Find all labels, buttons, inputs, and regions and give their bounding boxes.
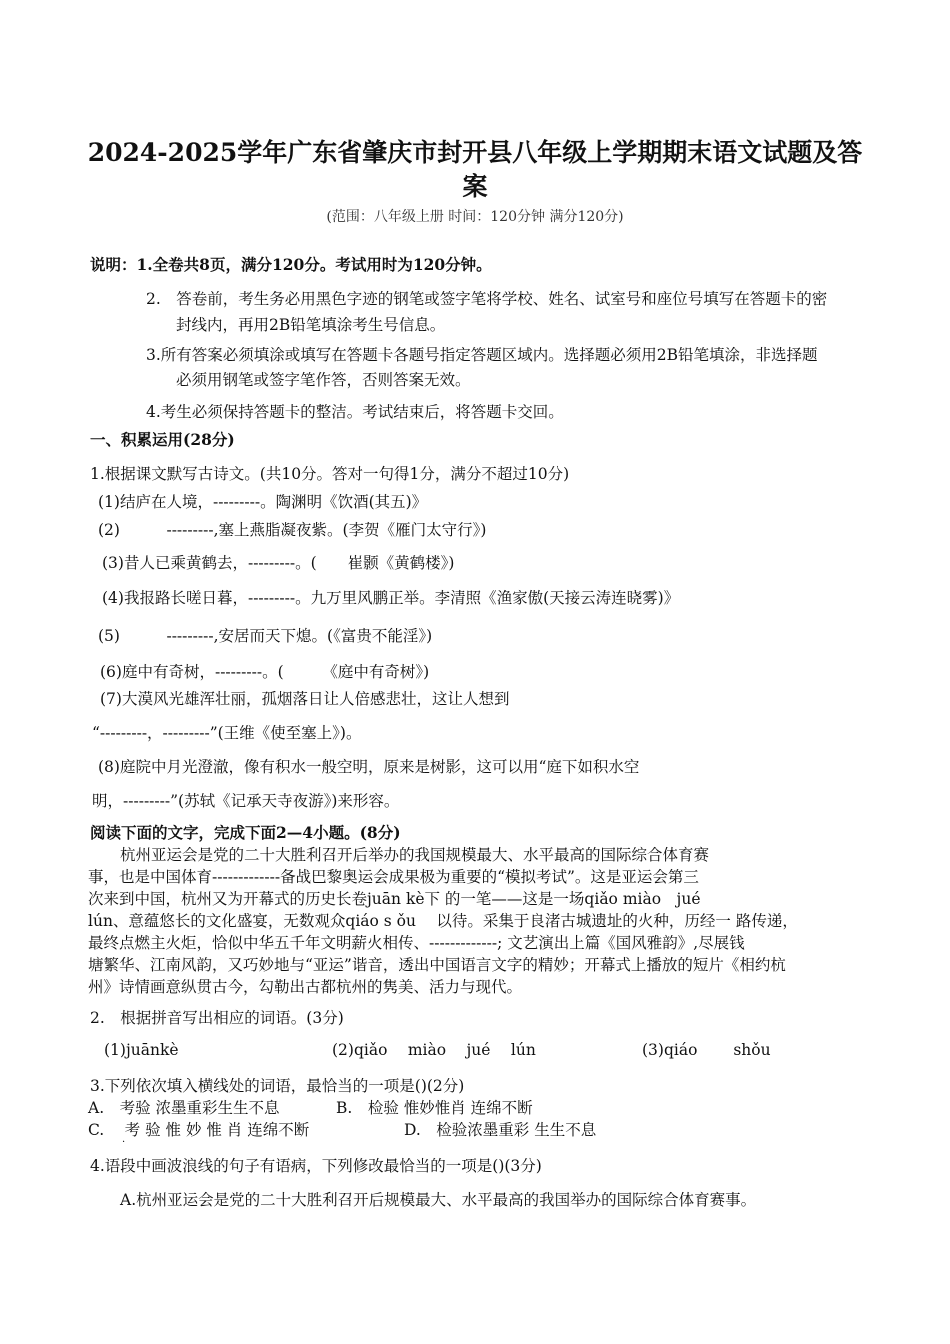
question-2-item-1: (1)juānkè (104, 1041, 179, 1059)
question-2-stem: 2. 根据拼音写出相应的词语。(3分) (90, 1009, 344, 1027)
question-2-item-2: (2)qiǎo miào jué lún (332, 1041, 536, 1059)
reading-line-4: lún、意蕴悠长的文化盛宴，无数观众qiáo s ǒu 以待。采集于良渚古城遗址的火种，历经一 路传递， (88, 912, 798, 930)
reading-line-2: 事，也是中国体育-------------备战巴黎奥运会成果极为重要的“模拟考试”。这是亚运会第三 (88, 868, 699, 886)
page-title-line1: 2024-2025学年广东省肇庆市封开县八年级上学期期末语文试题及答 (87, 138, 863, 167)
note-2b: 封线内，再用2B铅笔填涂考生号信息。 (176, 316, 446, 334)
emphasis-dot-mark: · (122, 1137, 126, 1148)
page-title-line2: 案 (462, 172, 488, 201)
question-1-line-8a: (8)庭院中月光澄澈，像有积水一般空明，原来是树影，这可以用“庭下如积水空 (98, 758, 640, 776)
question-1-line-6: (6)庭中有奇树，---------。( 《庭中有奇树》) (100, 663, 430, 681)
reading-heading: 阅读下面的文字，完成下面2—4小题。(8分) (90, 823, 401, 842)
question-1-line-7b: “---------，---------”(王维《使至塞上》)。 (92, 724, 362, 742)
question-2-item-3: (3)qiáo shǒu (642, 1041, 771, 1059)
note-1: 说明：1.全卷共8页，满分120分。考试用时为120分钟。 (90, 255, 492, 274)
question-1-line-2: (2) ---------,塞上燕脂凝夜紫。(李贺《雁门太守行》) (98, 521, 487, 539)
question-4-option-a: A.杭州亚运会是党的二十大胜利召开后规模最大、水平最高的我国举办的国际综合体育赛事。 (120, 1191, 757, 1209)
question-1-line-7a: (7)大漠风光雄浑壮丽，孤烟落日让人倍感悲壮，这让人想到 (100, 690, 510, 708)
question-1-stem: 1.根据课文默写古诗文。(共10分。答对一句得1分，满分不超过10分) (90, 465, 570, 483)
reading-line-7: 州》诗情画意纵贯古今，勾勒出古都杭州的隽美、活力与现代。 (88, 978, 523, 996)
question-1-line-8b: 明，---------”(苏轼《记承天寺夜游》)来形容。 (92, 792, 400, 810)
question-1-line-1: (1)结庐在人境，---------。陶渊明《饮酒(其五)》 (98, 493, 428, 511)
question-1-line-4: (4)我报路长嗟日暮，---------。九万里风鹏正举。李清照《渔家傲(天接云涛连晓雾)》 (102, 589, 680, 607)
note-2a: 2. 答卷前，考生务必用黑色字迹的钢笔或签字笔将学校、姓名、试室号和座位号填写在答题卡的密 (146, 290, 828, 308)
note-3a: 3.所有答案必须填涂或填写在答题卡各题号指定答题区域内。选择题必须用2B铅笔填涂，非选择题 (146, 346, 818, 364)
question-3-option-b: B. 检验 惟妙惟肖 连绵不断 (336, 1099, 533, 1117)
page-subtitle: (范围：八年级上册 时间：120分钟 满分120分) (326, 209, 624, 225)
reading-line-3: 次来到中国，杭州又为开幕式的历史长卷juān kè下 的一笔——这是一场qiǎo miào jué (88, 890, 701, 908)
note-3b: 必须用钢笔或签字笔作答，否则答案无效。 (176, 371, 471, 389)
reading-line-6: 塘繁华、江南风韵，又巧妙地与“亚运”谐音，透出中国语言文字的精妙；开幕式上播放的短片《相约杭 (88, 956, 786, 974)
reading-line-5: 最终点燃主火炬，恰似中华五千年文明薪火相传、-------------; 文艺演出上篇《国风雅韵》,尽展钱 (88, 934, 745, 952)
question-3-option-d: D. 检验浓墨重彩 生生不息 (404, 1121, 597, 1139)
reading-line-1: 杭州亚运会是党的二十大胜利召开后举办的我国规模最大、水平最高的国际综合体育赛 (120, 846, 710, 864)
question-1-line-3: (3)昔人已乘黄鹤去，---------。( 崔颢《黄鹤楼》) (102, 554, 455, 572)
question-3-stem: 3.下列依次填入横线处的词语，最恰当的一项是()(2分) (90, 1077, 465, 1095)
question-1-line-5: (5) ---------,安居而天下熄。(《富贵不能淫》) (98, 627, 433, 645)
note-4: 4.考生必须保持答题卡的整洁。考试结束后，将答题卡交回。 (146, 403, 564, 421)
question-3-option-a: A. 考验 浓墨重彩生生不息 (88, 1099, 280, 1117)
question-4-stem: 4.语段中画波浪线的句子有语病，下列修改最恰当的一项是()(3分) (90, 1157, 542, 1175)
section-heading-1: 一、积累运用(28分) (90, 430, 235, 449)
question-3-option-c: C. 考 验 惟 妙 惟 肖 连绵不断 (88, 1121, 310, 1139)
